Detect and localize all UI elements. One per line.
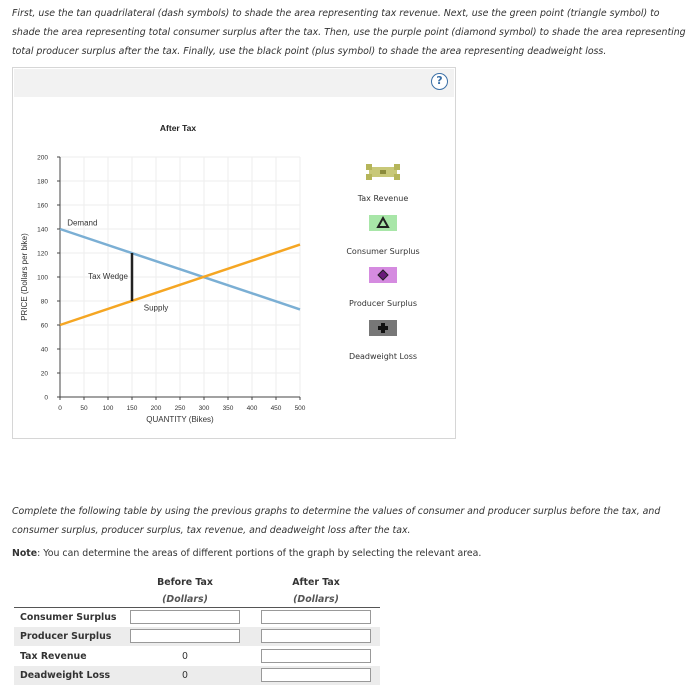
x-tick-label: 350 bbox=[222, 405, 234, 412]
x-tick-label: 450 bbox=[270, 405, 282, 412]
table-row-tax-revenue bbox=[14, 647, 380, 666]
table-instructions: Complete the following table by using the previous graphs to determine the values of consumer and producer surplus before the tax, and consumer surplus, producer surplus, tax revenue, and deadweight loss after the tax. bbox=[12, 506, 661, 536]
y-tick-label: 200 bbox=[37, 154, 48, 162]
y-tick-label: 140 bbox=[37, 226, 48, 234]
y-tick-label: 160 bbox=[37, 202, 48, 210]
y-tick-label: 180 bbox=[37, 178, 48, 186]
col-after-tax-header: After Tax bbox=[292, 577, 340, 588]
legend-label-consumer-surplus: Consumer Surplus bbox=[346, 247, 420, 256]
black-plus-icon[interactable] bbox=[369, 320, 397, 336]
x-tick-label: 500 bbox=[294, 405, 306, 412]
chart-title: After Tax bbox=[159, 123, 197, 133]
consumer-surplus-after-input[interactable] bbox=[261, 610, 371, 624]
x-tick-label: 100 bbox=[102, 405, 114, 412]
col-before-tax-sub: (Dollars) bbox=[162, 594, 208, 605]
col-before-tax-header: Before Tax bbox=[157, 577, 213, 588]
y-tick-label: 100 bbox=[37, 274, 48, 282]
table-row-deadweight-loss bbox=[14, 666, 380, 685]
x-tick-label: 50 bbox=[80, 405, 88, 412]
y-tick-label: 0 bbox=[44, 394, 48, 402]
x-tick-label: 250 bbox=[174, 405, 186, 412]
row-label: Consumer Surplus bbox=[20, 612, 117, 623]
table-row-consumer-surplus bbox=[14, 608, 380, 627]
y-tick-label: 60 bbox=[40, 322, 48, 330]
y-axis-label: PRICE (Dollars per bike) bbox=[20, 233, 29, 321]
note-text: : You can determine the areas of different portions of the graph by selecting the relevant area. bbox=[37, 548, 482, 559]
green-triangle-icon[interactable] bbox=[369, 215, 397, 231]
x-tick-label: 200 bbox=[150, 405, 162, 412]
row-label: Deadweight Loss bbox=[20, 670, 111, 681]
producer-surplus-before-input[interactable] bbox=[130, 629, 240, 643]
legend-label-deadweight-loss: Deadweight Loss bbox=[348, 352, 418, 361]
deadweight-loss-after-input[interactable] bbox=[261, 668, 371, 682]
x-tick-label: 0 bbox=[58, 405, 62, 412]
note-label: Note bbox=[12, 548, 38, 559]
row-label: Tax Revenue bbox=[20, 651, 87, 662]
row-label: Producer Surplus bbox=[20, 631, 112, 642]
legend-label-tax-revenue: Tax Revenue bbox=[357, 194, 409, 203]
tax-revenue-before-value: 0 bbox=[182, 651, 188, 662]
x-axis-label: QUANTITY (Bikes) bbox=[146, 415, 214, 424]
x-tick-label: 400 bbox=[246, 405, 258, 412]
legend-label-producer-surplus: Producer Surplus bbox=[349, 299, 417, 308]
after-tax-chart[interactable] bbox=[13, 68, 313, 438]
y-tick-label: 120 bbox=[37, 250, 48, 258]
col-after-tax-sub: (Dollars) bbox=[293, 594, 339, 605]
y-tick-label: 40 bbox=[40, 346, 48, 354]
tax-revenue-after-input[interactable] bbox=[261, 649, 371, 663]
x-tick-label: 300 bbox=[198, 405, 210, 412]
note bbox=[12, 548, 481, 559]
supply-label: Supply bbox=[143, 303, 169, 313]
y-tick-label: 20 bbox=[40, 370, 48, 378]
help-button[interactable]: ? bbox=[431, 73, 448, 90]
tan-quadrilateral-dash-icon[interactable] bbox=[365, 163, 401, 181]
deadweight-loss-before-value: 0 bbox=[182, 670, 188, 681]
y-tick-label: 80 bbox=[40, 298, 48, 306]
table-row-producer-surplus bbox=[14, 627, 380, 646]
tax-wedge-label: Tax Wedge bbox=[88, 272, 128, 281]
consumer-surplus-before-input[interactable] bbox=[130, 610, 240, 624]
x-tick-label: 150 bbox=[126, 405, 138, 412]
purple-diamond-icon[interactable] bbox=[369, 267, 397, 283]
producer-surplus-after-input[interactable] bbox=[261, 629, 371, 643]
graph-panel bbox=[12, 67, 456, 439]
demand-label: Demand bbox=[67, 218, 98, 228]
instructions: First, use the tan quadrilateral (dash symbols) to shade the area representing tax revenue. Next, use the green point (triangle symbol) to shade the area representing total consumer surplus after the tax. Then, use the purple point (diamond symbol) to shade the area representing total producer surplus after the tax. Finally, use the black point (plus symbol) to shade the area representing deadweight loss. bbox=[12, 8, 686, 57]
